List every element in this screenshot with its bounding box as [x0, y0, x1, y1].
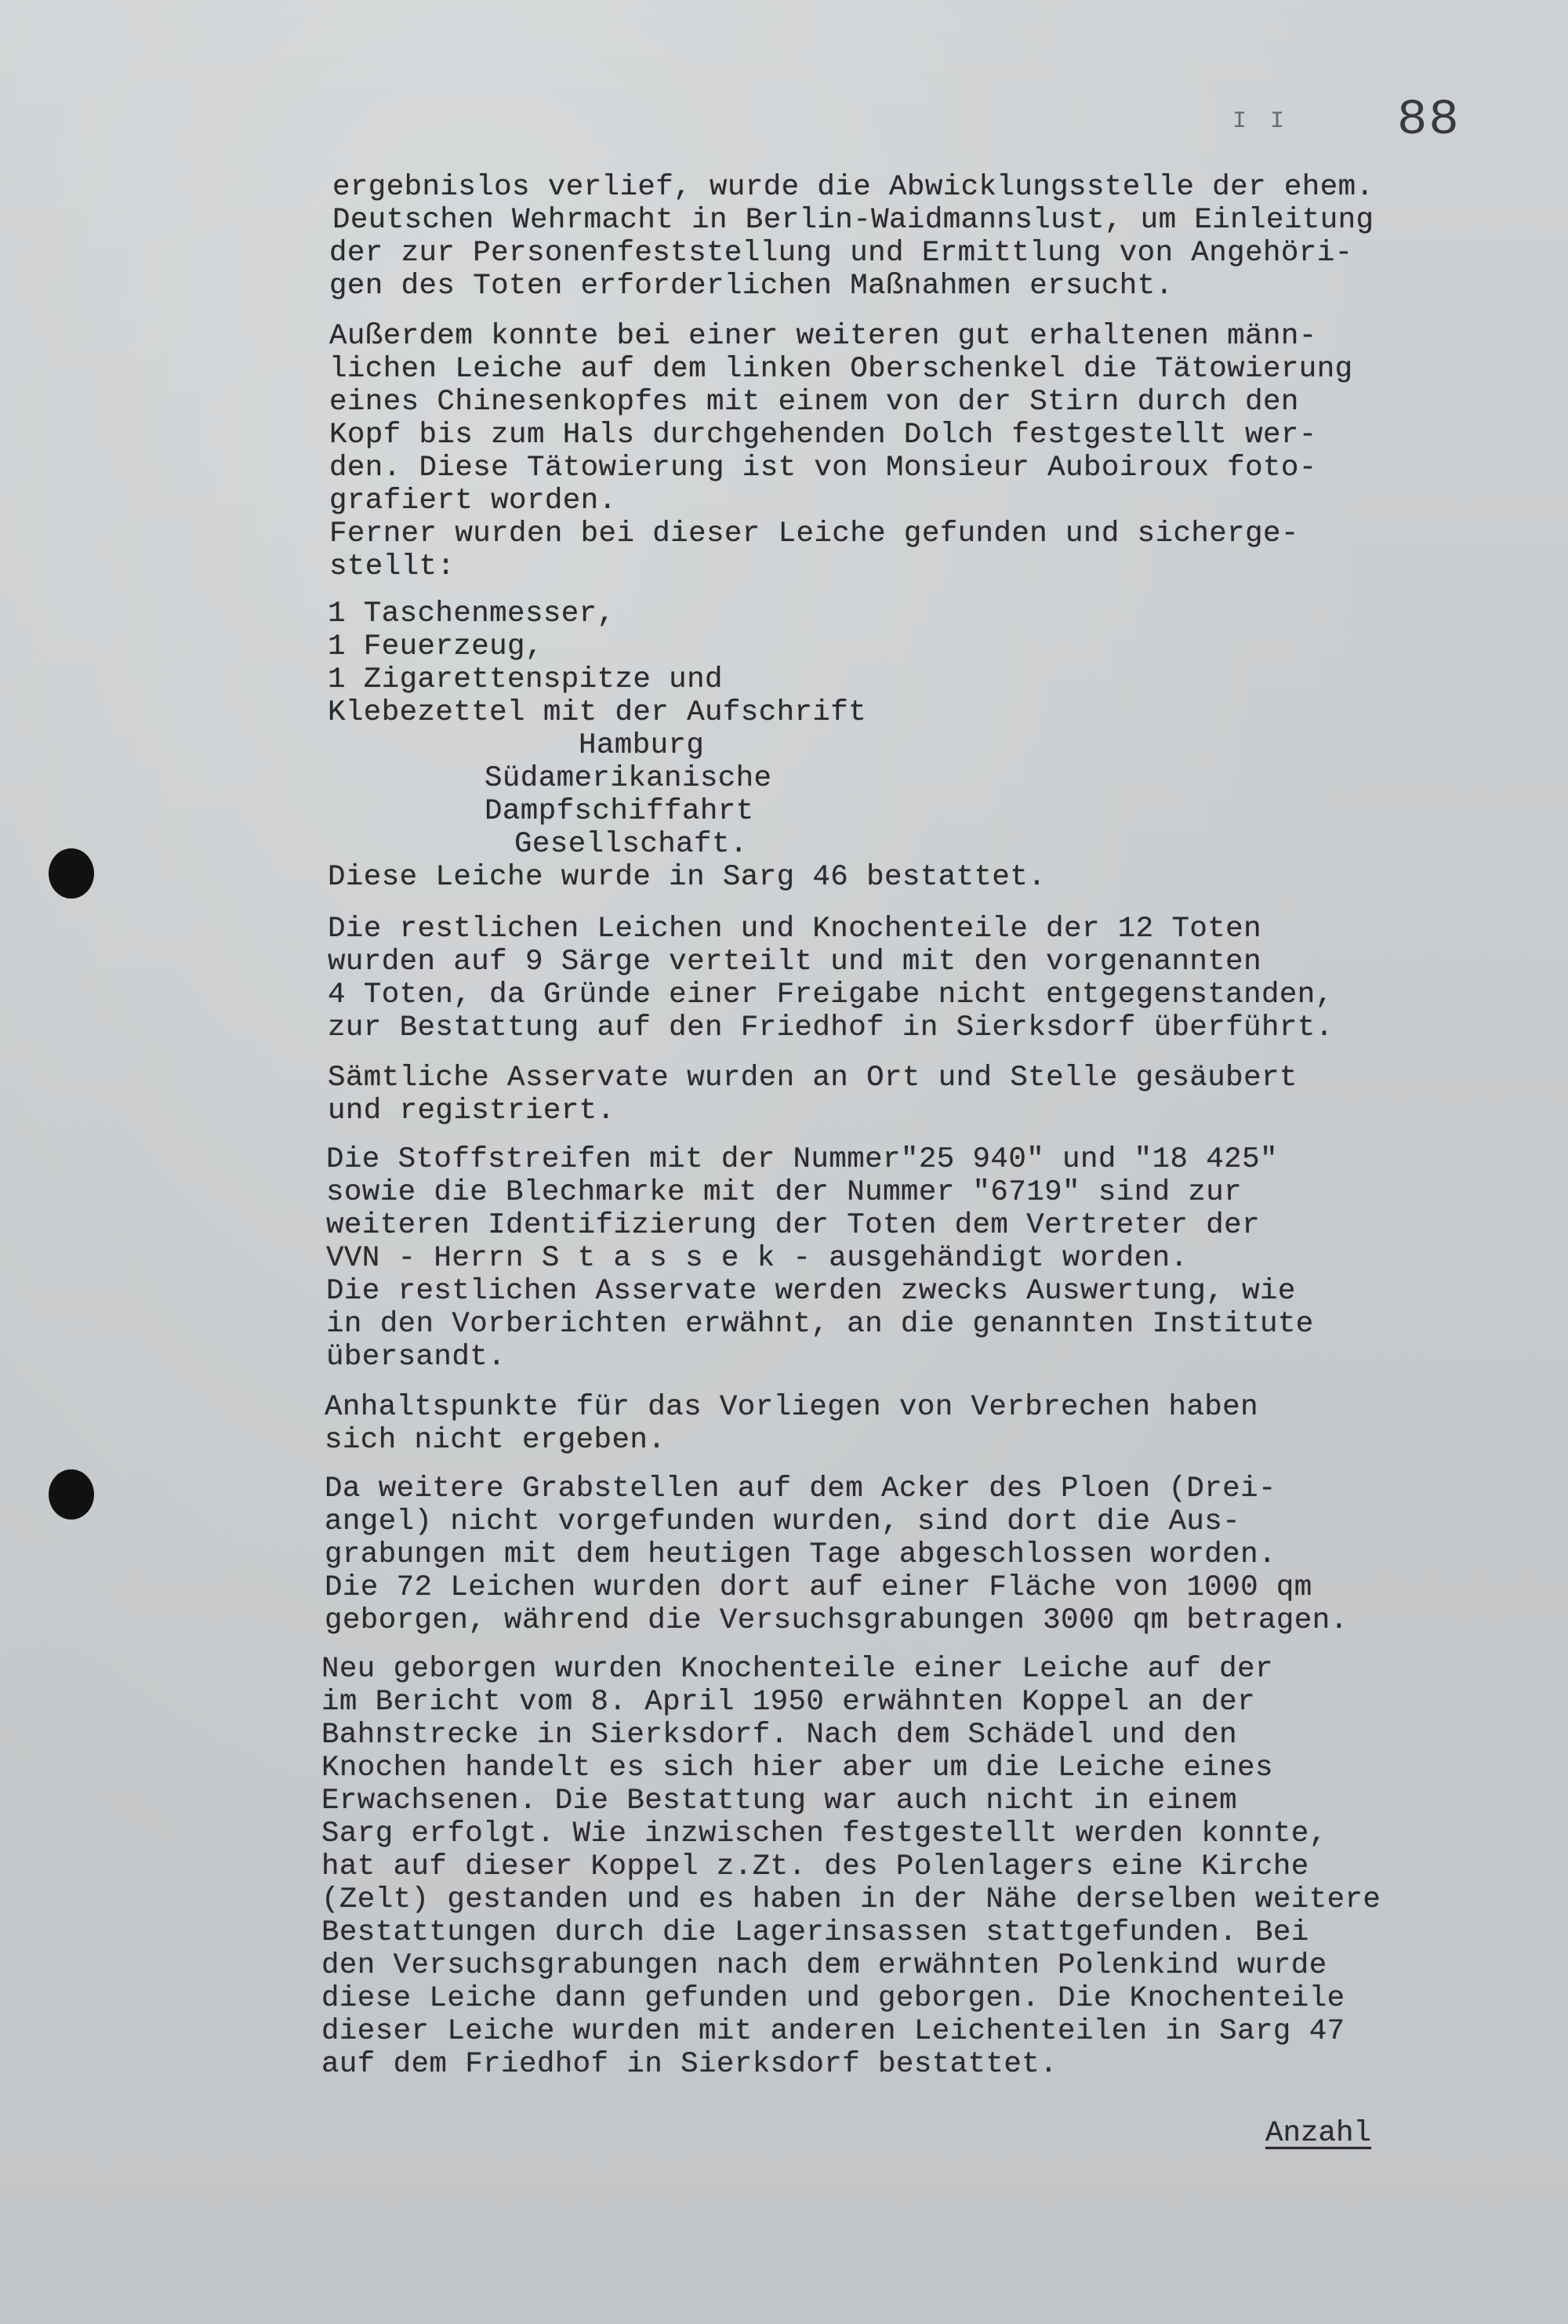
text-line: im Bericht vom 8. April 1950 erwähnten Koppel an der [321, 1686, 1255, 1719]
text-line: sowie die Blechmarke mit der Nummer "6719" sind zur [326, 1176, 1243, 1209]
text-line: sich nicht ergeben. [325, 1424, 666, 1457]
text-line: hat auf dieser Koppel z.Zt. des Polenlagers eine Kirche [321, 1850, 1309, 1883]
label-text: Hamburg [579, 729, 705, 762]
text-line: Bestattungen durch die Lagerinsassen stattgefunden. Bei [321, 1916, 1309, 1949]
text-line: eines Chinesenkopfes mit einem von der Stirn durch den [329, 386, 1299, 419]
text-line: wurden auf 9 Särge verteilt und mit den vorgenannten [328, 946, 1261, 979]
text-line: Da weitere Grabstellen auf dem Acker des Ploen (Drei- [325, 1472, 1276, 1505]
text-line: Die restlichen Asservate werden zwecks Auswertung, wie [326, 1275, 1296, 1308]
text-line: gen des Toten erforderlichen Maßnahmen ersucht. [329, 270, 1174, 303]
label-text: Gesellschaft. [514, 828, 748, 861]
text-line: auf dem Friedhof in Sierksdorf bestattet. [321, 2048, 1058, 2081]
continuation-word: Anzahl [1265, 2117, 1372, 2150]
text-line: Die 72 Leichen wurden dort auf einer Fläche von 1000 qm [325, 1571, 1312, 1604]
list-item: 1 Zigarettenspitze und [328, 663, 723, 696]
text-line: dieser Leiche wurden mit anderen Leichenteilen in Sarg 47 [321, 2015, 1345, 2048]
text-line: VVN - Herrn S t a s s e k - ausgehändigt worden. [326, 1242, 1189, 1275]
text-line: und registriert. [328, 1095, 615, 1128]
label-text: Südamerikanische [485, 762, 772, 795]
page-number: 88 [1397, 93, 1461, 149]
label-text: Dampfschiffahrt [485, 795, 754, 828]
punch-hole-icon [49, 1469, 94, 1520]
text-line: der zur Personenfeststellung und Ermittlung von Angehöri- [329, 237, 1353, 270]
text-line: 4 Toten, da Gründe einer Freigabe nicht entgegenstanden, [328, 979, 1334, 1011]
text-line: Deutschen Wehrmacht in Berlin-Waidmannslust, um Einleitung [332, 204, 1374, 237]
list-item: Klebezettel mit der Aufschrift [328, 696, 867, 729]
text-line: Kopf bis zum Hals durchgehenden Dolch festgestellt wer- [329, 419, 1317, 452]
text-line: Die Stoffstreifen mit der Nummer"25 940" und "18 425" [326, 1143, 1278, 1176]
text-line: in den Vorberichten erwähnt, an die genannten Institute [326, 1308, 1314, 1341]
punch-hole-icon [49, 848, 94, 899]
text-line: ergebnislos verlief, wurde die Abwicklungsstelle der ehem. [332, 171, 1374, 204]
text-line: Erwachsenen. Die Bestattung war auch nicht in einem [321, 1785, 1238, 1817]
text-line: Bahnstrecke in Sierksdorf. Nach dem Schädel und den [321, 1719, 1238, 1752]
text-line: lichen Leiche auf dem linken Oberschenkel die Tätowierung [329, 353, 1353, 386]
list-item: 1 Feuerzeug, [328, 630, 543, 663]
text-line: zur Bestattung auf den Friedhof in Sierksdorf überführt. [328, 1011, 1334, 1044]
text-line: (Zelt) gestanden und es haben in der Nähe derselben weitere [321, 1883, 1381, 1916]
text-line: Neu geborgen wurden Knochenteile einer Leiche auf der [321, 1653, 1273, 1686]
text-line: stellt: [329, 550, 456, 583]
text-line: Anhaltspunkte für das Vorliegen von Verbrechen haben [325, 1391, 1258, 1424]
text-line: den. Diese Tätowierung ist von Monsieur Auboiroux foto- [329, 452, 1317, 485]
text-line: Knochen handelt es sich hier aber um die Leiche eines [321, 1752, 1273, 1785]
list-item: 1 Taschenmesser, [328, 597, 615, 630]
text-line: Diese Leiche wurde in Sarg 46 bestattet. [328, 861, 1047, 894]
header-mark: I I [1232, 108, 1290, 135]
text-line: grabungen mit dem heutigen Tage abgeschlossen worden. [325, 1538, 1276, 1571]
text-line: weiteren Identifizierung der Toten dem Vertreter der [326, 1209, 1260, 1242]
text-line: Die restlichen Leichen und Knochenteile der 12 Toten [328, 913, 1261, 946]
text-line: übersandt. [326, 1341, 506, 1374]
text-line: Ferner wurden bei dieser Leiche gefunden und sicherge- [329, 517, 1299, 550]
text-line: geborgen, während die Versuchsgrabungen 3000 qm betragen. [325, 1604, 1348, 1637]
text-line: grafiert worden. [329, 485, 617, 517]
text-line: Sämtliche Asservate wurden an Ort und Stelle gesäubert [328, 1062, 1298, 1095]
text-line: diese Leiche dann gefunden und geborgen. Die Knochenteile [321, 1982, 1345, 2015]
text-line: Sarg erfolgt. Wie inzwischen festgestellt werden konnte, [321, 1817, 1327, 1850]
text-line: den Versuchsgrabungen nach dem erwähnten Polenkind wurde [321, 1949, 1327, 1982]
text-line: angel) nicht vorgefunden wurden, sind dort die Aus- [325, 1505, 1241, 1538]
text-line: Außerdem konnte bei einer weiteren gut erhaltenen männ- [329, 320, 1317, 353]
